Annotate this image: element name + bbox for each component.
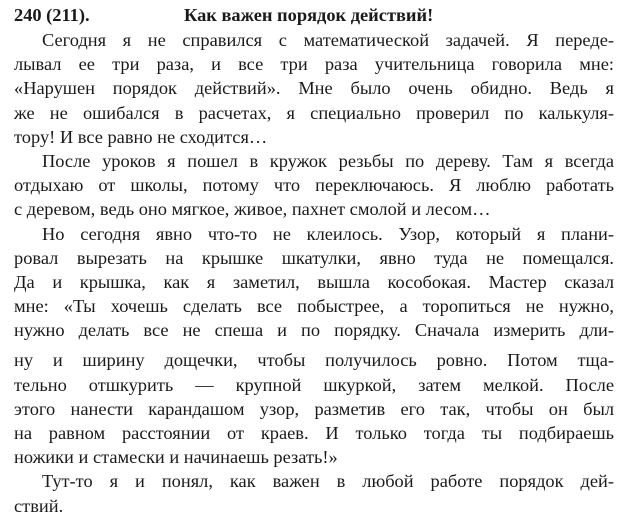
exercise-header xyxy=(14,3,433,27)
paragraph-4 xyxy=(14,469,614,517)
text-line: нужно делать все не спеша и по порядку. Сначала измерить дли- xyxy=(14,320,614,341)
paragraph-2 xyxy=(14,149,614,222)
exercise-title: Как важен порядок действий! xyxy=(184,5,434,25)
text-line: на равном расстоянии от краев. И только тогда ты подбираешь xyxy=(14,423,614,443)
text-line: Сегодня я не справился с математической задачей. Я переде- xyxy=(42,30,614,50)
text-line: тору! И все равно не сходится… xyxy=(14,126,268,147)
text-line: этого нанести карандашом узор, разметив его так, чтобы он был xyxy=(14,398,614,419)
text-line: ножики и стамески и начинаешь резать!» xyxy=(14,447,338,468)
text-line: «Нарушен порядок действий». Мне было очень обидно. Ведь я xyxy=(14,78,614,99)
text-body xyxy=(14,28,614,518)
text-line: Но сегодня явно что-то не клеилось. Узор, который я плани- xyxy=(42,223,614,244)
text-line: тельно отшкурить — крупной шкуркой, затем мелкой. После xyxy=(14,374,614,395)
text-line: ну и ширину дощечки, чтобы получилось ровно. Потом тща- xyxy=(14,350,614,371)
paragraph-1 xyxy=(14,28,614,149)
paragraph-3 xyxy=(14,222,614,470)
text-line: ствий. xyxy=(14,495,64,516)
exercise-number: 240 (211). xyxy=(14,5,90,25)
text-line: Да и крышка, как я заметил, вышла кособокая. Мастер сказал xyxy=(14,271,614,292)
text-line: отдыхаю от школы, потому что переключаюсь. Я люблю работать xyxy=(14,175,614,196)
text-line: После уроков я пошел в кружок резьбы по дереву. Там я всегда xyxy=(42,150,614,171)
text-line: мне: «Ты хочешь сделать все побыстрее, а торопиться не нужно, xyxy=(14,296,614,317)
text-line: лывал ее три раза, и все три раза учительница говорила мне: xyxy=(14,54,614,75)
text-line: с деревом, ведь оно мягкое, живое, пахнет смолой и лесом… xyxy=(14,199,491,220)
text-line: ровал вырезать на крышке шкатулки, явно туда не помещался. xyxy=(14,247,614,268)
text-line: же не ошибался в расчетах, я специально проверил по калькуля- xyxy=(14,102,614,123)
text-line: Тут-то я и понял, как важен в любой работе порядок дей- xyxy=(42,471,614,492)
